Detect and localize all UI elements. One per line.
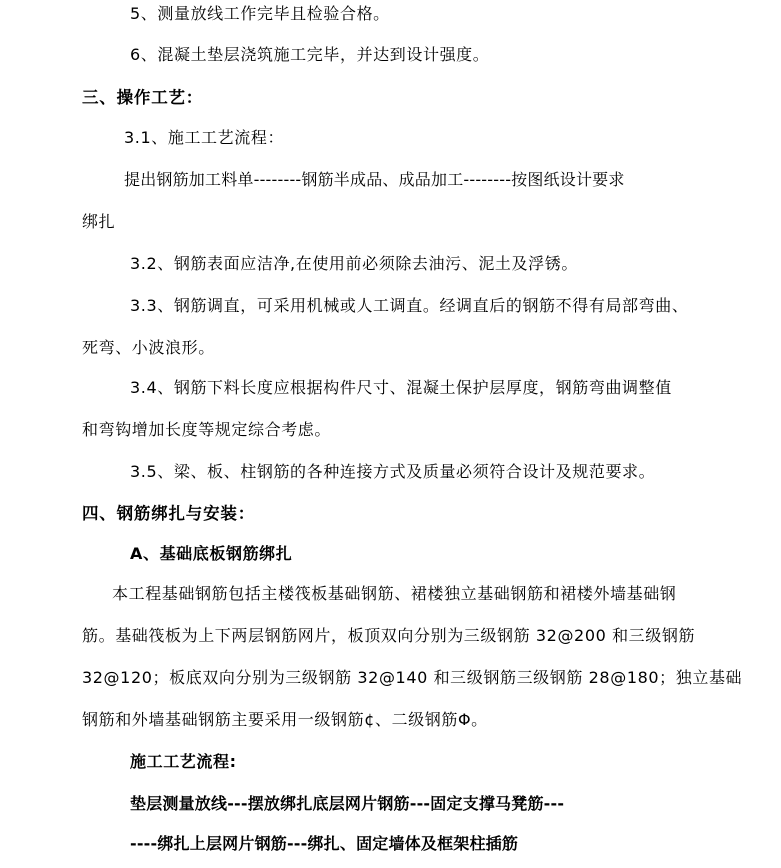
subsection-3-3-line-1: 3.3、钢筋调直，可采用机械或人工调直。经调直后的钢筋不得有局部弯曲、	[130, 296, 689, 315]
text-line-condition-6: 6、混凝土垫层浇筑施工完毕，并达到设计强度。	[130, 45, 490, 64]
paragraph-line-1: 本工程基础钢筋包括主楼筏板基础钢筋、裙楼独立基础钢筋和裙楼外墙基础钢	[112, 584, 677, 603]
section-heading-4: 四、钢筋绑扎与安装：	[82, 504, 255, 523]
subsection-3-3-line-2: 死弯、小波浪形。	[82, 338, 215, 357]
subheading-a: A、基础底板钢筋绑扎	[130, 544, 293, 563]
process-flow-line-1: 提出钢筋加工料单--------钢筋半成品、成品加工--------按图纸设计要求	[124, 170, 625, 189]
subsection-3-4-line-2: 和弯钩增加长度等规定综合考虑。	[82, 420, 332, 439]
subsection-3-2: 3.2、钢筋表面应洁净,在使用前必须除去油污、泥土及浮锈。	[130, 254, 578, 273]
paragraph-line-4: 钢筋和外墙基础钢筋主要采用一级钢筋¢、二级钢筋Φ。	[82, 710, 488, 729]
subsection-3-1: 3.1、施工工艺流程：	[124, 128, 285, 147]
subsection-3-5: 3.5、梁、板、柱钢筋的各种连接方式及质量必须符合设计及规范要求。	[130, 462, 656, 481]
section-heading-3: 三、操作工艺：	[82, 88, 204, 107]
flow-line-2: ----绑扎上层网片钢筋---绑扎、固定墙体及框架柱插筋	[130, 834, 519, 853]
subsection-3-4-line-1: 3.4、钢筋下料长度应根据构件尺寸、混凝土保护层厚度，钢筋弯曲调整值	[130, 378, 672, 397]
text-line-condition-5: 5、测量放线工作完毕且检验合格。	[130, 4, 390, 23]
flow-title: 施工工艺流程:	[130, 752, 237, 771]
flow-line-1: 垫层测量放线---摆放绑扎底层网片钢筋---固定支撑马凳筋---	[130, 794, 565, 813]
paragraph-line-3: 32@120；板底双向分别为三级钢筋 32@140 和三级钢筋三级钢筋 28@180；独立基础	[82, 668, 743, 687]
process-flow-line-2: 绑扎	[82, 212, 116, 231]
paragraph-line-2: 筋。基础筏板为上下两层钢筋网片，板顶双向分别为三级钢筋 32@200 和三级钢筋	[82, 626, 696, 645]
